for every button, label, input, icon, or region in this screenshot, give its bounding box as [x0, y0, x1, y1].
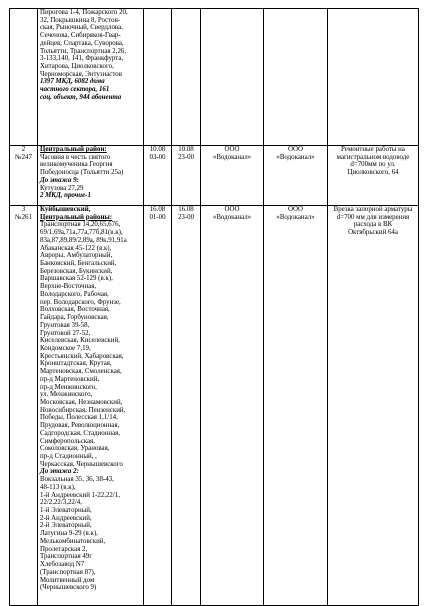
address-line: Садгородская, Стадионная, [40, 429, 121, 437]
start-cell [144, 206, 172, 606]
org2-cell [264, 9, 328, 146]
address-line: Авроры, Амбулаторный, [40, 252, 113, 260]
work-line: Ремонтные работы на [341, 146, 405, 153]
org1-cell [201, 9, 264, 146]
num-cell [10, 9, 38, 146]
org-line: ООО [224, 146, 240, 153]
address-line: Варшавская 52-129 (в.к), [40, 275, 113, 283]
address-line: Пирогова 1-4, Пожарского 20, [40, 9, 128, 16]
start-time: 01-00 [149, 213, 166, 221]
address-cell [38, 9, 144, 146]
address-line: 1-й Андреевский 1-22,22/1, [40, 491, 120, 499]
address-line: 2-й Элеваторный, [40, 522, 92, 530]
floor-label: До этажа 9: [40, 176, 79, 184]
address-line: Молитвенный дом [40, 576, 95, 584]
work-line: магистральном водоводе [336, 153, 410, 161]
address-line: Крестьянский, Хабаровская, [40, 352, 124, 360]
end-cell [172, 206, 201, 606]
address-line: Симферопольская, [40, 437, 95, 445]
table-row [10, 146, 419, 206]
row-id: №261 [15, 213, 32, 221]
work-line: d=700мм по ул. [350, 161, 396, 169]
address-line: дейцев, Спартака, Суворова, [40, 39, 124, 47]
num-cell [10, 206, 38, 606]
end-time: 23-00 [177, 213, 195, 221]
address-cell [38, 206, 144, 606]
address-line: ул. Менжинского, [40, 391, 93, 399]
org-line: ООО [224, 206, 240, 213]
address-line: 2-й Андреевский, [40, 514, 92, 522]
address-line: 22/2,22/3,22/4, [40, 499, 82, 507]
outage-table [9, 8, 419, 606]
address-line: Транспортная 14,20,65,676, [40, 221, 121, 229]
address-line: Хитарова, Циолковского, [40, 63, 114, 71]
org-line: «Водоканал» [276, 153, 315, 161]
address-line: Черкасская, Чернышевского [40, 460, 123, 468]
start-time: 03-00 [149, 153, 166, 161]
org-line: «Водоканал» [212, 153, 252, 161]
start-cell [144, 9, 172, 146]
end-cell [172, 9, 201, 146]
address-line: пр-д Стадионный, , [40, 453, 97, 460]
address-line: Абаканская 45-122 (в.к), [40, 244, 112, 252]
address-line: Мартеновская, Смоленская, [40, 368, 122, 376]
address-line: великомученика Георгия [40, 161, 113, 169]
address-line: пр-д Мартеновский, [40, 375, 100, 383]
address-cell [38, 146, 144, 206]
address-line: Транспортная 49г [40, 553, 93, 561]
address-line: Победоносца (Тольятти 25а) [40, 169, 124, 177]
address-line: Верхне-Восточная, [40, 283, 97, 291]
address-line: Банковский, Бенгальский, [40, 260, 117, 268]
end-time: 23-00 [177, 153, 195, 161]
org-line: ООО [288, 146, 303, 153]
address-line: Прудовая, Революционная, [40, 422, 120, 430]
address-line: Тольятти, Транспортная 2,26, [40, 47, 127, 55]
start-date: 16.08 [149, 206, 166, 213]
work-line: Циолковского, 64 [347, 169, 399, 177]
address-line: Кронштадтская, Крутая, [40, 360, 112, 368]
work-line: d=700 мм для измерения [336, 213, 410, 221]
address-line: ская, Рыночный, Свердлова, [40, 24, 123, 32]
end-date: 10.08 [178, 146, 194, 153]
address-line: (Транспортная 87), [40, 568, 96, 576]
num-cell [10, 146, 38, 206]
org1-cell [201, 206, 264, 606]
address-line: Мелькомбинатовский, [40, 537, 106, 545]
address-line: Хлебозавод N7 [40, 561, 85, 569]
address-line: Киселевская, Киселевский, [40, 337, 120, 345]
address-line: Московская, Незнамовский, [40, 398, 123, 406]
address-line: 1-й Элеваторный, [40, 507, 92, 515]
org-line: ООО [288, 206, 303, 213]
address-line: Новосибирская, Пензенский, [40, 406, 126, 414]
summary-line: 2 МКД, прочие-1 [40, 192, 91, 200]
start-date: 10.08 [149, 146, 166, 153]
address-line: 83а,87,89,89/2,89а, 89к,91,91а [40, 236, 127, 244]
address-line: (Чернышевского 9) [40, 584, 97, 592]
org-line: «Водоканал» [276, 213, 315, 221]
address-line: пер. Володарского, Фрунзе, [40, 298, 121, 306]
work-line: расхода в ВК [353, 221, 393, 229]
district-heading: Центральный район: [40, 146, 107, 153]
address-line: Грунтовая 39-58, [40, 321, 90, 329]
address-line: 32, Покрышкина 8, Ростов- [40, 16, 121, 24]
address-line: Латугина 9-29 (в.к), [40, 530, 98, 538]
org1-cell [201, 146, 264, 206]
address-line: Соколовская, Урановая, [40, 445, 110, 453]
work-cell [328, 146, 419, 206]
floor-label: До этажа 2: [40, 468, 79, 476]
row-id: №247 [15, 153, 32, 161]
address-line: Володарского, Рабочая, [40, 290, 109, 298]
address-line: Грунтовой 27-52, [40, 329, 91, 337]
address-line: Кутузова 27,29 [40, 184, 84, 192]
row-number: 2 [21, 146, 26, 153]
address-line: Волховская, Восточная, [40, 306, 110, 314]
address-line: Кондомское 7,19, [40, 344, 91, 352]
work-cell [328, 206, 419, 606]
work-line: Октябрьский 64а [348, 229, 398, 237]
address-line: Пролетарская 2, [40, 545, 88, 553]
address-line: 48-113 (в.к), [40, 483, 76, 491]
address-line: 69/1,69а,71а,77а,77б,81(в.к), [40, 229, 123, 237]
work-line: Врезка запорной арматуры [333, 206, 413, 213]
org-line: «Водоканал» [212, 213, 252, 221]
summary-line: 1397 МКД, 6082 дома [40, 78, 105, 86]
address-line: Гайдара, Горбуновская, [40, 314, 109, 322]
address-line: Сеченова, Сибиряков-Гвар- [40, 32, 121, 40]
address-line: Вокзальная 35, 36, 38-43, [40, 476, 114, 484]
address-line: Березовская, Букинский, [40, 267, 113, 275]
summary-line: частного сектора, 161 [40, 86, 110, 94]
org2-cell [264, 146, 328, 206]
table-row-continuation [10, 9, 419, 146]
org2-cell [264, 206, 328, 606]
district-heading: Куйбышевский, [40, 206, 91, 213]
table-row [10, 206, 419, 606]
address-line: Победы, Полесская 1,1/14, [40, 414, 118, 422]
end-date: 16.08 [178, 206, 194, 213]
end-cell [172, 146, 201, 206]
row-number: 3 [21, 206, 26, 213]
start-cell [144, 146, 172, 206]
address-line: 3-133,140, 141, Франкфурта, [40, 55, 124, 63]
district-heading: Центральный районы: [40, 213, 113, 221]
summary-line: соц. объект, 944 абонента [40, 93, 122, 101]
work-cell [328, 9, 419, 146]
address-line: пр-д Менжинского, [40, 383, 97, 391]
address-line: Часовня в честь святого [40, 153, 111, 161]
address-line: Черноморская, Энтузиастов [40, 70, 122, 78]
